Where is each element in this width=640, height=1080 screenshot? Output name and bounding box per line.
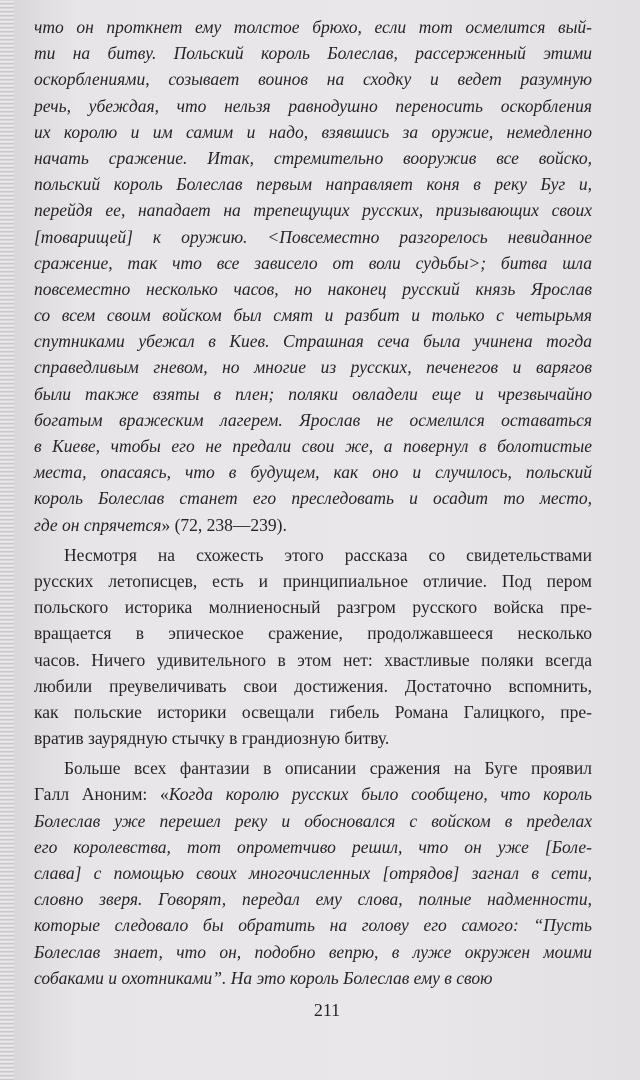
- italic-text-run: начать сражение. Итак, стремительно вооружив все войско,: [34, 147, 592, 168]
- text-line: [34, 14, 592, 40]
- italic-text-run: [товарищей] к оружию. <Повсеместно разгорелось невиданное: [34, 226, 592, 247]
- page-text: [34, 14, 592, 991]
- text-line: [34, 276, 592, 302]
- paragraph: [34, 755, 592, 991]
- text-line: [34, 725, 592, 751]
- text-line: [34, 965, 592, 991]
- text-line: [34, 568, 592, 594]
- text-line: [34, 381, 592, 407]
- text-line: [34, 433, 592, 459]
- text-line: [34, 594, 592, 620]
- page-number: 211: [313, 1000, 341, 1020]
- text-line: [34, 328, 592, 354]
- paragraph: [34, 14, 592, 538]
- text-run: » (72, 238—239).: [161, 514, 287, 535]
- italic-text-run: слава] с помощью своих многочисленных [отрядов] загнал в сети,: [34, 863, 592, 883]
- text-run: польского историка молниеносный разгром русского войска пре-: [34, 597, 592, 618]
- italic-text-run: были также взяты в плен; поляки овладели еще и чрезвычайно: [34, 383, 592, 404]
- italic-text-run: справедливым гневом, но многие из русских, печенегов и варягов: [34, 357, 592, 378]
- text-line: [34, 354, 592, 380]
- italic-text-run: польский король Болеслав первым направляет коня в реку Буг и,: [34, 174, 592, 195]
- italic-text-run: перейдя ее, нападает на трепещущих русских, призывающих своих: [34, 200, 592, 221]
- text-line: [34, 302, 592, 328]
- text-line: [34, 40, 592, 66]
- text-line: [34, 808, 592, 834]
- text-run: Несмотря на схожесть этого рассказа со свидетельствами: [64, 544, 592, 565]
- text-line: [34, 860, 592, 886]
- text-line: [34, 250, 592, 276]
- italic-text-run: повсеместно несколько часов, но наконец русский князь Ярослав: [34, 278, 592, 299]
- italic-text-run: места, опасаясь, что в будущем, как оно и случилось, польский: [34, 462, 592, 483]
- text-line: [34, 93, 592, 119]
- italic-text-run: Болеслав уже перешел реку и обосновался с войском в пределах: [34, 810, 592, 831]
- text-run: Галл Аноним: «: [34, 784, 169, 805]
- italic-text-run: Когда королю русских было сообщено, что король: [168, 784, 592, 805]
- book-page: [14, 0, 640, 1080]
- text-line: [34, 755, 592, 781]
- italic-text-run: ти на битву. Польский король Болеслав, рассерженный этими: [34, 43, 592, 64]
- text-line: [34, 939, 592, 965]
- italic-text-run: что он проткнет ему толстое брюхо, если тот осмелится вый-: [34, 17, 592, 37]
- text-line: [34, 673, 592, 699]
- text-line: [34, 912, 592, 938]
- text-run: как польские историки освещали гибель Романа Галицкого, пре-: [34, 701, 592, 722]
- italic-text-run: богатым вражеским лагерем. Ярослав не осмелился оставаться: [34, 409, 592, 430]
- italic-text-run: оскорблениями, созывает воинов на сходку и ведет разумную: [34, 69, 592, 90]
- text-line: [34, 886, 592, 912]
- text-run: вращается в эпическое сражение, продолжавшееся несколько: [34, 623, 592, 644]
- text-line: [34, 66, 592, 92]
- italic-text-run: собаками и охотниками”. На это король Болеслав ему в свою: [34, 967, 493, 988]
- text-line: [34, 119, 592, 145]
- text-line: [34, 459, 592, 485]
- text-line: [34, 407, 592, 433]
- text-line: [34, 699, 592, 725]
- text-line: [34, 620, 592, 646]
- italic-text-run: его королевства, тот опрометчиво решил, что он уже [Боле-: [34, 836, 592, 857]
- text-run: любили преувеличивать свои достижения. Достаточно вспомнить,: [34, 675, 592, 696]
- text-line: [34, 834, 592, 860]
- italic-text-run: король Болеслав станет его преследовать и осадит то место,: [34, 488, 592, 509]
- italic-text-run: которые следовало бы обратить на голову его самого: “Пусть: [34, 915, 592, 936]
- text-run: Больше всех фантазии в описании сражения на Буге проявил: [64, 758, 592, 779]
- italic-text-run: где он спрячется: [34, 514, 162, 535]
- italic-text-run: речь, убеждая, что нельзя равнодушно переносить оскорбления: [34, 95, 592, 116]
- text-line: [34, 145, 592, 171]
- text-line: [34, 542, 592, 568]
- italic-text-run: Болеслав знает, что он, подобно вепрю, в луже окружен моими: [34, 941, 592, 962]
- text-run: русских летописцев, есть и принципиальное отличие. Под пером: [34, 570, 592, 591]
- text-line: [34, 512, 592, 538]
- text-line: [34, 224, 592, 250]
- italic-text-run: со всем своим войском был смят и разбит и только с четырьмя: [34, 305, 592, 326]
- italic-text-run: сражение, так что все зависело от воли судьбы>; битва шла: [34, 252, 592, 273]
- italic-text-run: спутниками убежал в Киев. Страшная сеча была учинена тогда: [34, 331, 592, 352]
- text-line: [34, 647, 592, 673]
- italic-text-run: их королю и им самим и надо, взявшись за оружие, немедленно: [34, 121, 592, 142]
- text-line: [34, 197, 592, 223]
- text-run: часов. Ничего удивительного в этом нет: хвастливые поляки всегда: [34, 649, 592, 670]
- italic-text-run: в Киеве, чтобы его не предали свои же, а повернул в болотистые: [34, 436, 592, 456]
- text-line: [34, 171, 592, 197]
- text-line: [34, 781, 592, 807]
- paragraph: [34, 542, 592, 752]
- text-run: вратив заурядную стычку в грандиозную битву.: [34, 728, 390, 749]
- text-line: [34, 485, 592, 511]
- italic-text-run: словно зверя. Говорят, передал ему слова, полные надменности,: [34, 889, 592, 910]
- page-edge-decoration: [0, 0, 14, 1080]
